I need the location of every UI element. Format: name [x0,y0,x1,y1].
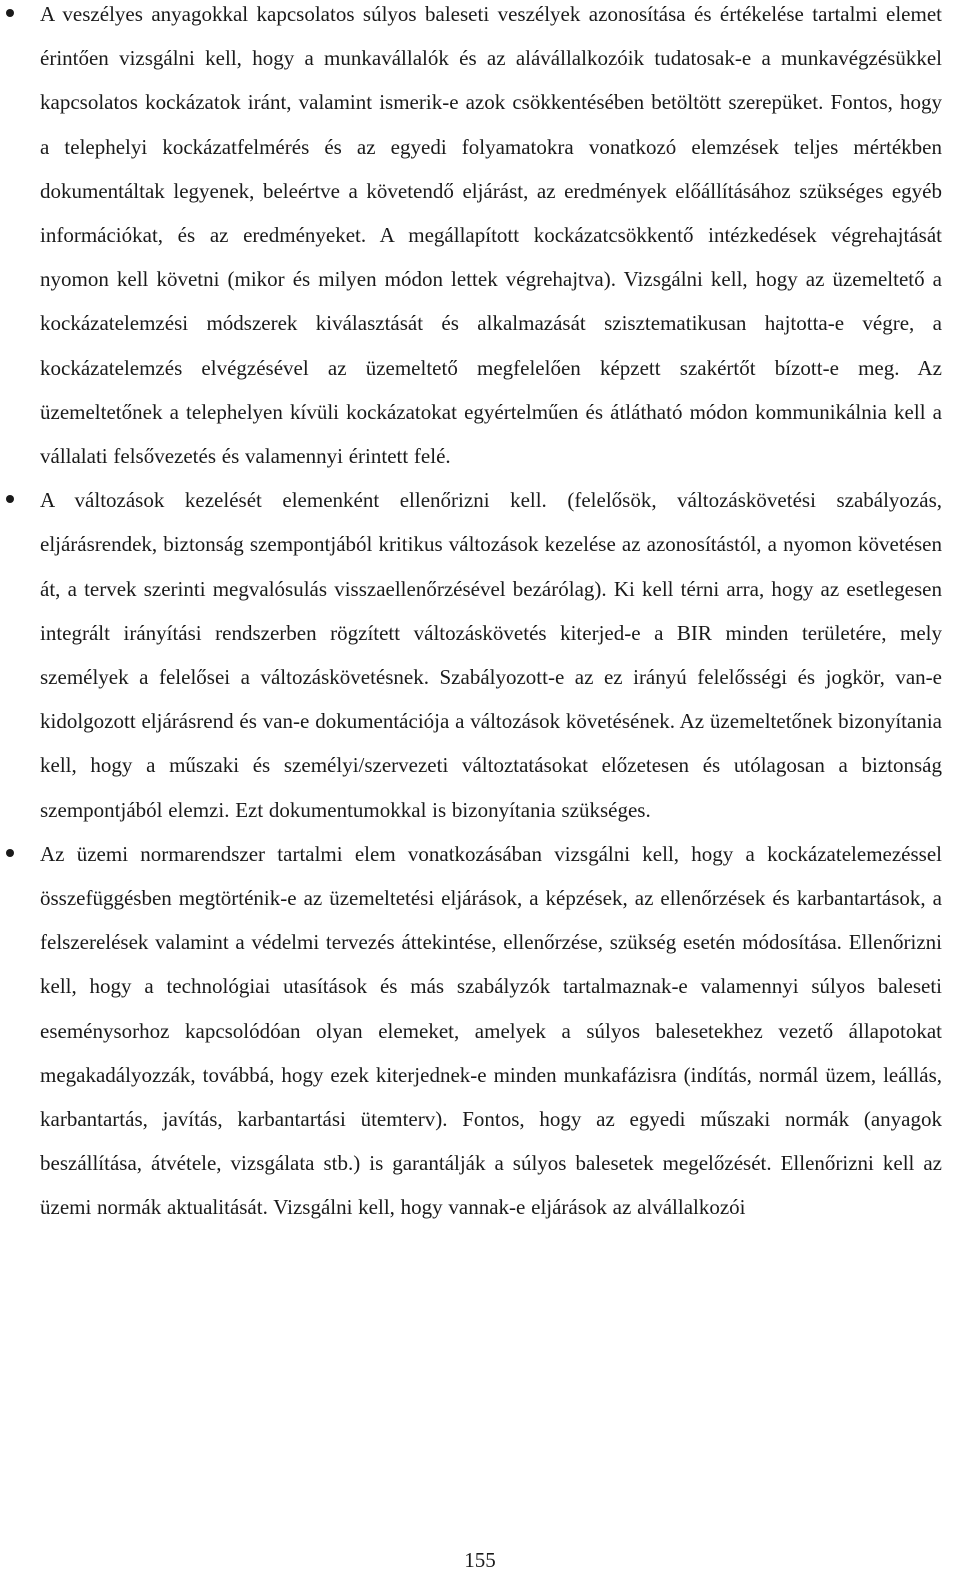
list-item [40,832,942,1230]
bullet-list [40,0,942,1230]
paragraph-text: A veszélyes anyagokkal kapcsolatos súlyos baleseti veszélyek azonosítása és értékelése tartalmi elemet érintően vizsgálni kell, hogy a munkavállalók és az alávállalkozóik tudatosak-e a munkavégzésükkel kapcsolatos kockázatok iránt, valamint ismerik-e azok csökkentésében betöltött szerepüket. Fontos, hogy a telephelyi kockázatfelmérés és az egyedi folyamatokra vonatkozó elemzések teljes mértékben dokumentáltak legyenek, beleértve a követendő eljárást, az eredmények előállításához szükséges egyéb információkat, és az eredményeket. A megállapított kockázatcsökkentő intézkedések végrehajtását nyomon kell követni (mikor és milyen módon lettek végrehajtva). Vizsgálni kell, hogy az üzemeltető a kockázatelemzési módszerek kiválasztását és alkalmazását szisztematikusan hajtotta-e végre, a kockázatelemzés elvégzésével az üzemeltető megfelelően képzett szakértőt bízott-e meg. Az üzemeltetőnek a telephelyen kívüli kockázatokat egyértelműen és átlátható módon kommunikálnia kell a vállalati felsővezetés és valamennyi érintett felé. [40,2,942,469]
bullet-icon [6,9,14,17]
paragraph-text: A változások kezelését elemenként ellenőrizni kell. (felelősök, változáskövetési szabályozás, eljárásrendek, biztonság szempontjából kritikus változások kezelése az azonosítástól, a nyomon követésen át, a tervek szerinti megvalósulás visszaellenőrzésével bezárólag). Ki kell térni arra, hogy az esetlegesen integrált irányítási rendszerben rögzített változáskövetés kiterjed-e a BIR minden területére, mely személyek a felelősei a változáskövetésnek. Szabályozott-e az ez irányú felelősségi és jogkör, van-e kidolgozott eljárásrend és van-e dokumentációja a változások követésének. Az üzemeltetőnek bizonyítania kell, hogy a műszaki és személyi/szervezeti változtatásokat előzetesen és utólagosan a biztonság szempontjából elemzi. Ezt dokumentumokkal is bizonyítania szükséges. [40,488,942,822]
list-item [40,0,942,478]
bullet-icon [6,849,14,857]
page-number: 155 [464,1548,496,1572]
paragraph-text: Az üzemi normarendszer tartalmi elem vonatkozásában vizsgálni kell, hogy a kockázatelemezéssel összefüggésben megtörténik-e az üzemeltetési eljárások, a képzések, az ellenőrzések és karbantartások, a felszerelések valamint a védelmi tervezés áttekintése, ellenőrzése, szükség esetén módosítása. Ellenőrizni kell, hogy a technológiai utasítások és más szabályzók tartalmaznak-e valamennyi súlyos baleseti eseménysorhoz kapcsolódóan olyan elemeket, amelyek a súlyos balesetekhez vezető állapotokat megakadályozzák, továbbá, hogy ezek kiterjednek-e minden munkafázisra (indítás, normál üzem, leállás, karbantartás, javítás, karbantartási ütemterv). Fontos, hogy az egyedi műszaki normák (anyagok beszállítása, átvétele, vizsgálata stb.) is garantálják a súlyos balesetek megelőzését. Ellenőrizni kell az üzemi normák aktualitását. Vizsgálni kell, hogy vannak-e eljárások az alvállalkozói [40,841,942,1220]
list-item [40,478,942,832]
bullet-icon [6,495,14,503]
